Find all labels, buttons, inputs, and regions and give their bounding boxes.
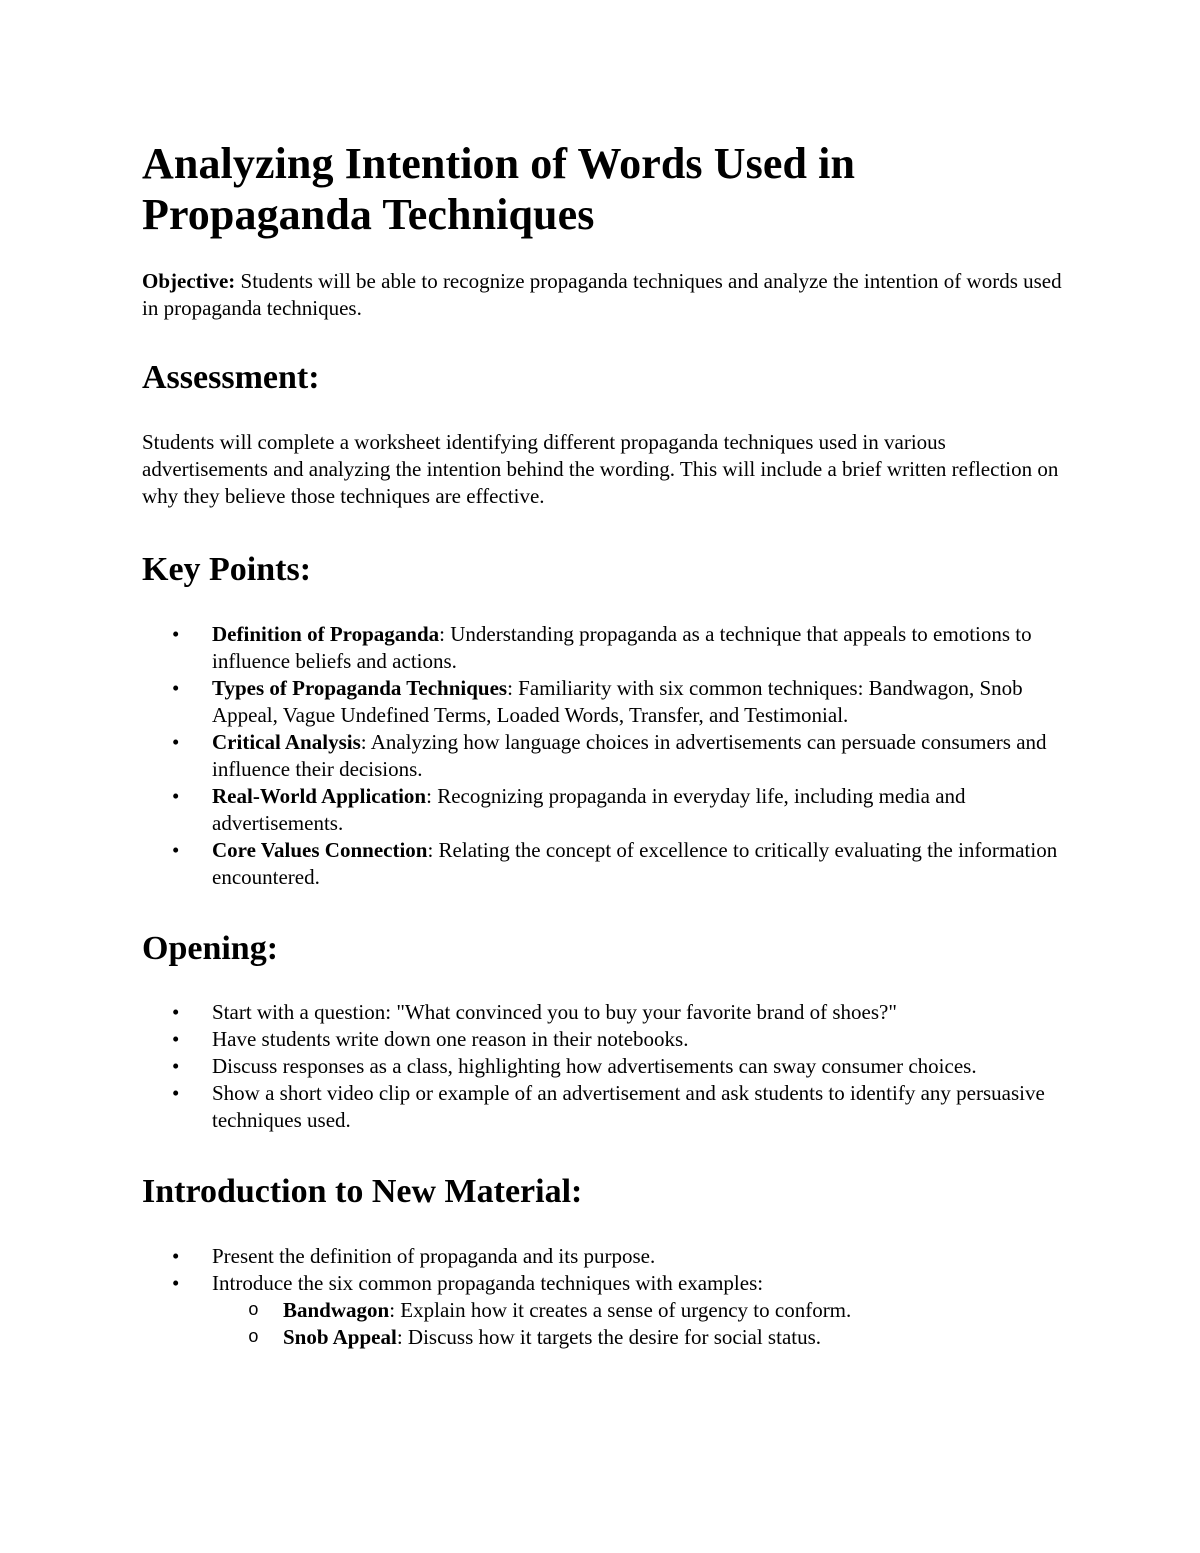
subitem-text: : Explain how it creates a sense of urgency to conform. xyxy=(389,1298,852,1322)
page-title: Analyzing Intention of Words Used in Propaganda Techniques xyxy=(142,139,856,239)
key-point-item xyxy=(142,675,1077,729)
key-point-text: : Relating the concept of excellence to critically evaluating the information encountered. xyxy=(212,838,1058,889)
subitem-text: : Discuss how it targets the desire for social status. xyxy=(396,1325,822,1349)
objective-text: Students will be able to recognize propaganda techniques and analyze the intention of words used in propaganda techniques. xyxy=(142,269,1062,320)
key-point-text: : Recognizing propaganda in everyday life, including media and advertisements. xyxy=(212,784,966,835)
key-point-term: Core Values Connection xyxy=(212,838,428,862)
introduction-list xyxy=(142,1243,1077,1351)
key-point-item xyxy=(142,783,1077,837)
introduction-item: • Present the definition of propaganda and its purpose. xyxy=(142,1243,1077,1270)
key-point-term: Definition of Propaganda xyxy=(212,622,440,646)
assessment-heading: Assessment: xyxy=(142,359,320,396)
document-page xyxy=(142,138,1077,1351)
introduction-heading: Introduction to New Material: xyxy=(142,1173,583,1210)
key-point-item xyxy=(142,729,1077,783)
introduction-subitem xyxy=(142,1297,1077,1324)
opening-item: • Show a short video clip or example of an advertisement and ask students to identify any persuasive techniques used. xyxy=(142,1080,1077,1134)
key-point-text: : Understanding propaganda as a technique that appeals to emotions to influence beliefs and actions. xyxy=(212,622,1032,673)
key-point-item xyxy=(142,621,1077,675)
opening-item: • Discuss responses as a class, highlighting how advertisements can sway consumer choices. xyxy=(142,1053,1077,1080)
key-point-term: Types of Propaganda Techniques xyxy=(212,676,508,700)
opening-item: • Have students write down one reason in their notebooks. xyxy=(142,1026,1077,1053)
key-points-heading: Key Points: xyxy=(142,551,312,588)
objective-label: Objective: xyxy=(142,269,236,293)
opening-heading: Opening: xyxy=(142,930,279,967)
opening-list xyxy=(142,999,1077,1134)
key-point-term: Critical Analysis xyxy=(212,730,361,754)
subitem-term: Bandwagon xyxy=(283,1298,390,1322)
assessment-paragraph: Students will complete a worksheet identifying different propaganda techniques used in various advertisements and analyzing the intention behind the wording. This will include a brief written reflection on why they believe those techniques are effective. xyxy=(142,430,1059,508)
opening-item: • Start with a question: "What convinced you to buy your favorite brand of shoes?" xyxy=(142,999,1077,1026)
introduction-subitem xyxy=(142,1324,1077,1351)
key-points-list xyxy=(142,621,1077,891)
subitem-term: Snob Appeal xyxy=(283,1325,397,1349)
objective-paragraph xyxy=(142,268,1077,322)
key-point-text: : Familiarity with six common techniques: Bandwagon, Snob Appeal, Vague Undefined Terms, Loaded Words, Transfer, and Testimonial. xyxy=(212,676,1023,727)
key-point-text: : Analyzing how language choices in advertisements can persuade consumers and influence their decisions. xyxy=(212,730,1047,781)
key-point-term: Real-World Application xyxy=(212,784,427,808)
introduction-item: • Introduce the six common propaganda techniques with examples: xyxy=(142,1270,1077,1297)
key-point-item xyxy=(142,837,1077,891)
